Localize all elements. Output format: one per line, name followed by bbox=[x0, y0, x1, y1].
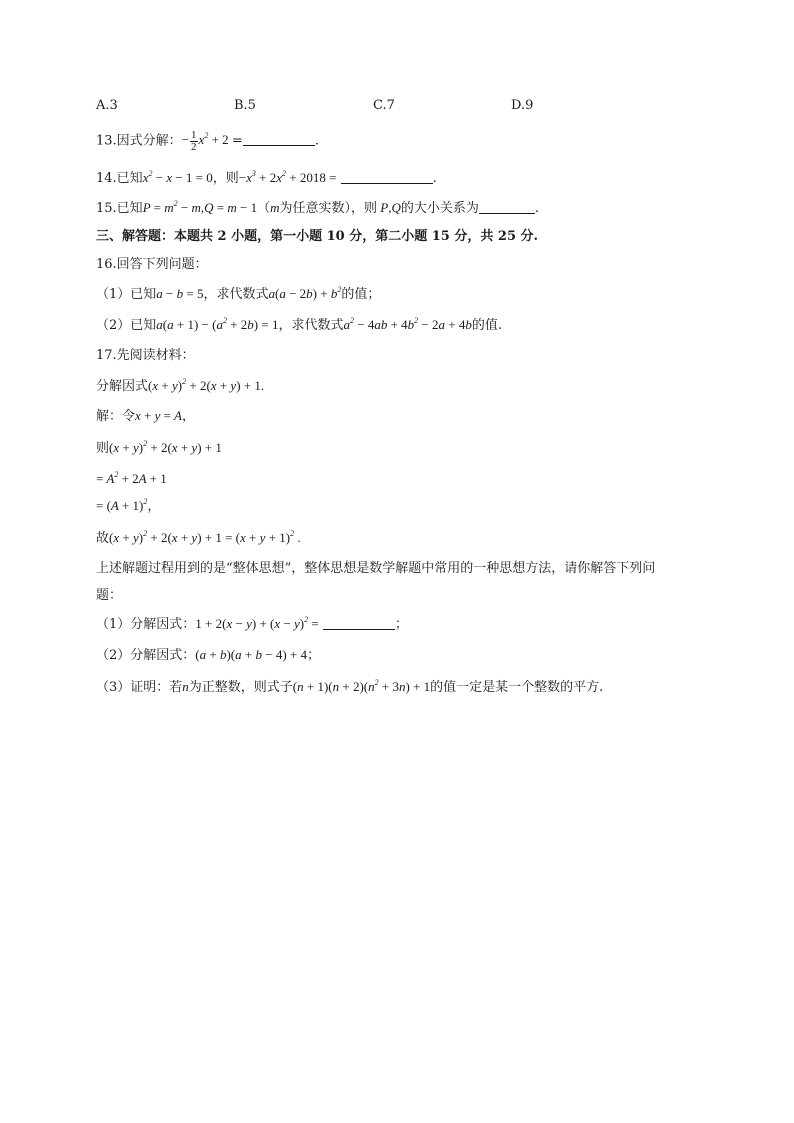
section-3-heading: 三、解答题：本题共 2 小题，第一小题 10 分，第二小题 15 分，共 25 分. bbox=[96, 229, 539, 244]
question-15: 15.已知$P = m^2 - m,Q = m - 1(m$为任意实数），则 P,Q的大小关系为 . bbox=[96, 199, 540, 216]
q13-expression: − $\frac{1}{2}$ $x^2 + 2$ bbox=[181, 129, 232, 153]
q13-label: 13.因式分解： bbox=[96, 133, 182, 149]
question-17-part-3: （3）证明：若n为正整数，则式子$(n + 1)(n + 2)(n^2 + 3n) + 1$的值一定是某一个整数的平方. bbox=[96, 678, 604, 695]
q17-paragraph-line-1: 上述解题过程用到的是“整体思想”，整体思想是数学解题中常用的一种思想方法，请你解答下列问 bbox=[96, 561, 656, 576]
q15-answer-blank[interactable] bbox=[479, 201, 535, 214]
q17-part-1-answer-blank[interactable] bbox=[323, 617, 395, 630]
q17-material-line-1: 分解因式$(x + y)^2 + 2(x + y) + 1$. bbox=[96, 377, 265, 394]
question-14: 14.已知$x^2 - x - 1 = 0$，则$-x^3 + 2x^2 + 2018$ = . bbox=[96, 169, 437, 186]
question-16-part-1: （1）已知a − b = 5，求代数式$a(a - 2b) + b^2$的值； bbox=[96, 285, 381, 302]
q17-material-line-2: 解：令x + y = A， bbox=[96, 408, 195, 424]
option-a: A.3 bbox=[96, 98, 118, 113]
option-b: B.5 bbox=[234, 98, 256, 113]
q14-condition: $x^2 - x - 1 = 0$ bbox=[142, 169, 213, 185]
q14-answer-blank[interactable] bbox=[341, 171, 433, 184]
question-13: 13.因式分解：− $\frac{1}{2}$ $x^2 + 2$ = . bbox=[96, 129, 319, 153]
q13-answer-blank[interactable] bbox=[243, 133, 315, 146]
question-16-part-2: （2）已知$a(a + 1) - (a^2 + 2b) = 1$，求代数式$a^2 - 4ab + 4b^2 - 2a + 4b$的值. bbox=[96, 316, 502, 333]
q17-material-line-4: = $A^2 + 2A + 1$ bbox=[96, 470, 167, 486]
q17-paragraph-line-2: 题： bbox=[96, 588, 123, 603]
q17-material-line-3: 则$(x + y)^2 + 2(x + y) + 1$ bbox=[96, 439, 222, 456]
option-d: D.9 bbox=[511, 98, 534, 113]
question-17-part-2: （2）分解因式：(a + b)(a + b − 4) + 4； bbox=[96, 647, 320, 663]
q15-definition: $P = m^2 - m,Q = m - 1$ bbox=[142, 199, 258, 215]
question-17-part-1: （1）分解因式：$1 + 2(x - y) + (x - y)^2$ = ； bbox=[96, 615, 408, 632]
q17-material-line-6: 故$(x + y)^2 + 2(x + y) + 1 = (x + y + 1)^2$ . bbox=[96, 529, 301, 546]
question-16-title: 16.回答下列问题： bbox=[96, 257, 208, 272]
option-c: C.7 bbox=[373, 98, 395, 113]
q17-material-line-5: = $(A + 1)^2$， bbox=[96, 497, 161, 514]
q14-expression: $-x^3 + 2x^2 + 2018$ = bbox=[238, 169, 337, 185]
question-17-title: 17.先阅读材料： bbox=[96, 348, 195, 363]
